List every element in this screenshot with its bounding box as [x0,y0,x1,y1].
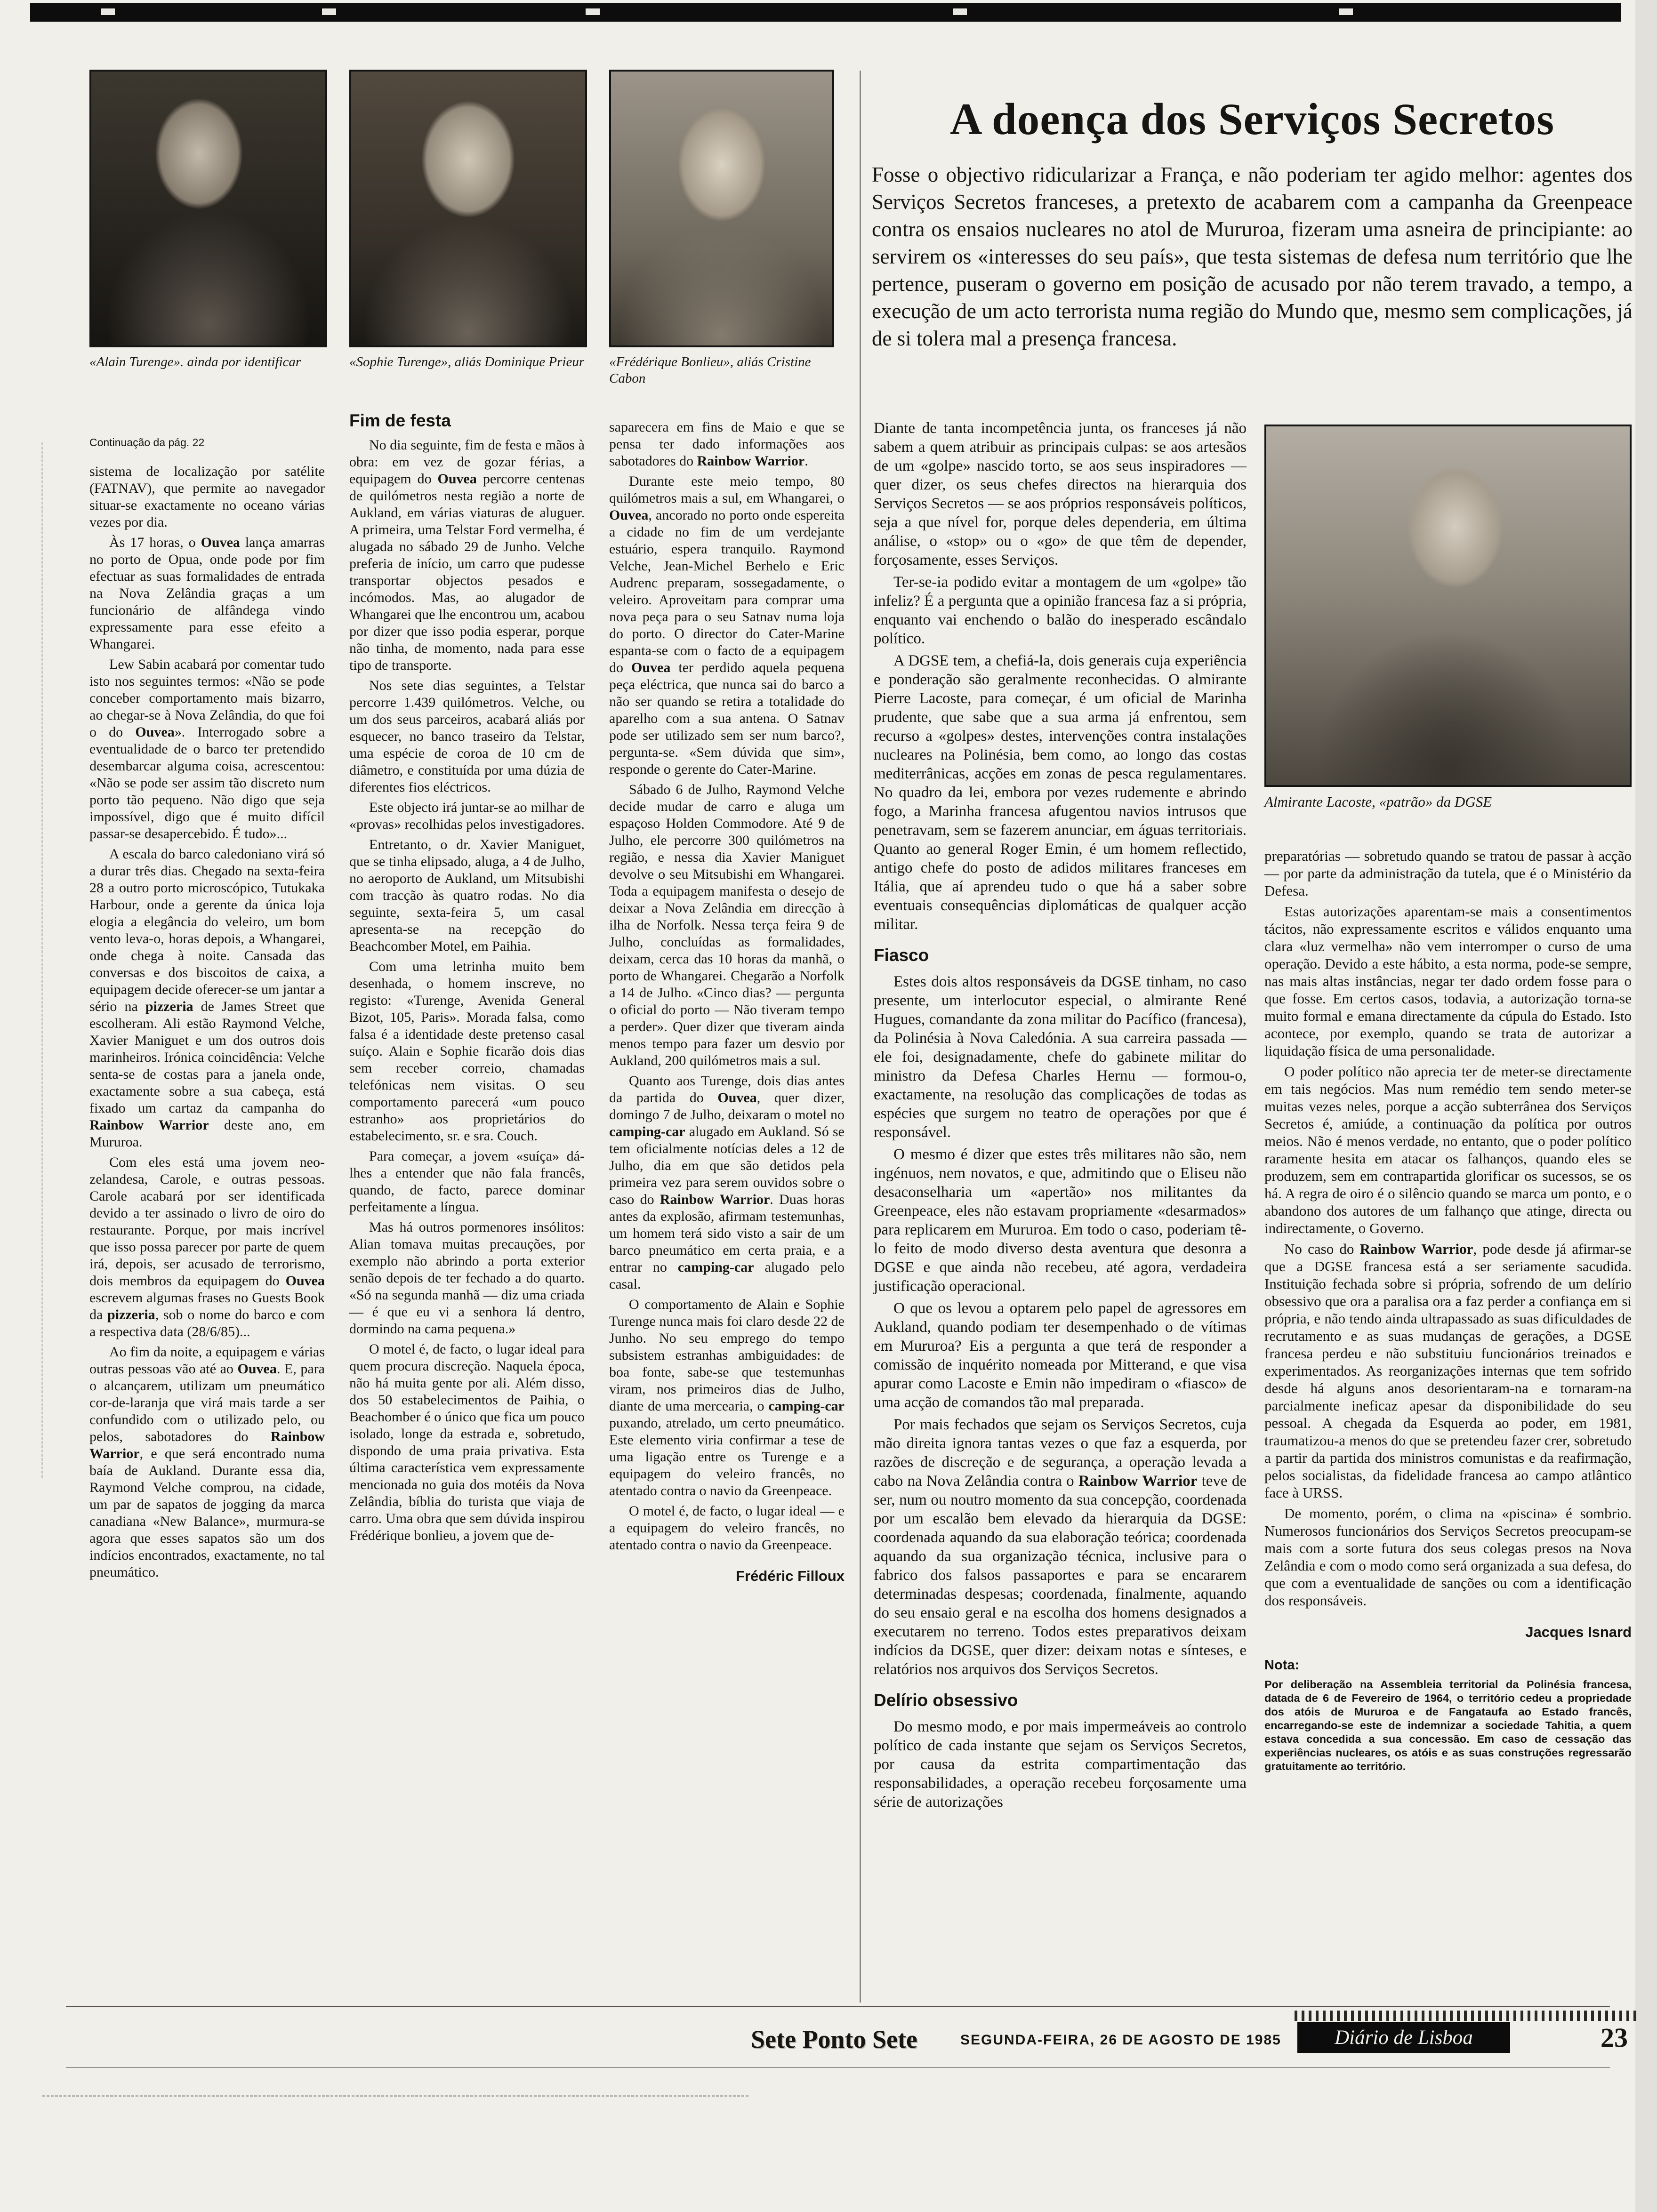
footer-rule-bottom [66,2067,1610,2068]
photo-caption-bonlieu: «Frédérique Bonlieu», aliás Cristine Cabon [609,354,811,386]
paragraph: De momento, porém, o clima na «piscina» é sombrio. Numerosos funcionários dos Serviços Secretos preocupam-se mais com a sorte futura dos seus colegas presos na Nova Zelândia e com o modo como será organizada a sua defesa, do que com a eventualidade de sanções ou com a identificação dos responsáveis. [1264,1505,1632,1609]
photo-alain-turenge [89,70,327,347]
newspaper-name: Diário de Lisboa [1297,2022,1510,2053]
print-registration-marks [1295,2011,1638,2021]
paragraph: Às 17 horas, o Ouvea lança amarras no porto de Opua, onde pode por fim efectuar as suas formalidades de entrada na Nova Zelândia graças a um funcionário de alfândega vindo expressamente para esse efeito a Whangarei. [89,535,325,652]
footer-rule-top [66,2006,1610,2007]
footer-date: SEGUNDA-FEIRA, 26 DE AGOSTO DE 1985 [960,2032,1281,2048]
byline-frederic-filloux: Frédéric Filloux [736,1568,845,1584]
paragraph: O motel é, de facto, o lugar ideal para quem procura discreção. Naquela época, não há muita gente por ali. Além disso, dos 50 estabelecimentos de Paihia, o Beachomber é o único que fica um pouco isolado, longe da estrada e, sobretudo, dispondo de uma praia privativa. Esta última característica vem expressamente mencionada no guia dos motéis da Nova Zelândia, bíblia do turista que viaja de carro. Uma obra que sem dúvida inspirou Frédérique bonlieu, a jovem que de- [349,1341,585,1543]
paragraph: O motel é, de facto, o lugar ideal — e a equipagem do veleiro francês, no atentado contra o navio da Greenpeace. [609,1503,845,1553]
paragraph: Durante este meio tempo, 80 quilómetros mais a sul, em Whangarei, o Ouvea, ancorado no porto onde espereita a cidade no fim de um verdejante estuário, espera tranquilo. Raymond Velche, Jean-Michel Berhelo e Eric Audrenc preparam, sossegadamente, o veleiro. Aproveitam para comprar uma nova peça para o seu Satnav numa loja do porto. O director do Cater-Marine espanta-se com o facto de a equipagem do Ouvea ter perdido aquela pequena peça eléctrica, que nunca sai do barco a não ser quando se retira a totalidade do aparelho com a sua antena. O Satnav pode ser utilizado sem ser num barco?, pergunta-se. «Sem dúvida que sim», responde o gerente do Cater-Marine. [609,473,845,777]
scan-edge-strip [1635,0,1657,2212]
paragraph: Por mais fechados que sejam os Serviços Secretos, cuja mão direita ignora tantas vezes o que faz a esquerda, por razões de discreção e de segurança, a operação levada a cabo na Nova Zelândia contra o Rainbow Warrior teve de ser, num ou noutro momento da sua concepção, coordenada por um escalão bem elevado da hierarquia da DGSE: coordenada aquando da sua elaboração teórica; coordenada aquando da sua organização técnica, inclusive para o fabrico dos falsos passaportes e para se encararem determinadas despesas; coordenada, finalmente, aquando do seu ensaio geral e na escolha dos homens designados a executarem no terreno. Todos estes preparativos deixam indícios da DGSE, quer dizer: deixam notas e sínteses, e relatórios nos arquivos dos Serviços Secretos. [874,1416,1247,1678]
note-text: Por deliberação na Assembleia territorial da Polinésia francesa, datada de 6 de Fevereiro de 1964, o território cedeu a propriedade dos atóis de Mururoa e de Fangataufa ao Estado francês, encarregando-se este de indemnizar a sociedade Tahitia, a quem estava concedida a sua concessão. Em caso de cessação das experiências nucleares, os atóis e as suas construções regressarão gratuitamente ao território. [1264,1678,1632,1772]
note-label: Nota: [1264,1658,1300,1673]
page-footer [0,2022,1657,2061]
article-lead: Fosse o objectivo ridicularizar a França, e não poderiam ter agido melhor: agentes dos Serviços Secretos franceses, a pretexto de acabarem com a campanha da Greenpeace contra os ensaios nucleares no atol de Mururoa, fizeram uma asneira de principiante: ao servirem os «interesses do seu país», que testa sistemas de defesa num território que lhe pertence, puseram o governo em posição de acusado por não terem travado, a tempo, a execução de um acto terrorista numa região do Mundo que, mesmo sem complicações, já de si tolera mal a presença francesa. [872,163,1633,350]
photo-caption-sophie: «Sophie Turenge», aliás Dominique Prieur [349,354,585,369]
column-paragraphs [874,419,1247,934]
column-paragraphs [1264,847,1632,1609]
paragraph: Do mesmo modo, e por mais impermeáveis ao controlo político de cada instante que sejam os Serviços Secretos, por causa da estrita compartimentação das responsabilidades, a operação recebeu forçosamente uma série de autorizações [874,1718,1247,1811]
paragraph: Mas há outros pormenores insólitos: Alian tomava muitas precauções, por exemplo não abrindo a porta exterior senão depois de ter fechado a do quarto. «Só na segunda manhã — diz uma criada — é que eu vi a senhora lá dentro, dormindo na cama pequena.» [349,1219,585,1337]
paragraph: Sábado 6 de Julho, Raymond Velche decide mudar de carro e aluga um espaçoso Holden Commodore. Até 9 de Julho, ele percorre 300 quilómetros na região, e nessa dia Xavier Maniguet devolve o seu Mitsubishi em Whangarei. Toda a equipagem manifesta o desejo de deixar a Nova Zelândia em direcção à ilha de Norfolk. Nessa terça feira 9 de Julho, concluídas as formalidades, deixam, cerca das 10 horas da manhã, o porto de Whangarei. Chegarão a Norfolk a 14 de Julho. «Cinco dias? — pergunta o oficial do porto — Não tiveram tempo a perder». Quer dizer que tiveram ainda menos tempo para fazer um desvio por Aukland, 200 quilómetros mais a sul. [609,782,845,1068]
section-heading-delirio-obsessivo: Delírio obsessivo [874,1691,1018,1710]
paragraph: Este objecto irá juntar-se ao milhar de «provas» recolhidas pelos investigadores. [349,800,585,832]
paragraph: O que os levou a optarem pelo papel de agressores em Aukland, quando podiam ter desempenhado o de vítimas em Mururoa? Eis a pergunta a que terá de responder a comissão de inquérito nomeada por Mitterand, e que visa apurar como Lacoste e Emin não impediram o «fiasco» de uma acção de comandos tão mal preparada. [874,1300,1247,1411]
column-paragraphs [874,972,1247,1679]
paragraph: Estes dois altos responsáveis da DGSE tinham, no caso presente, um interlocutor especial, o almirante René Hugues, comandante da zona militar do Pacífico (francesa), da Polinésia à Nova Caledónia. A sua carreira passada — ele foi, designadamente, chefe do gabinete militar do ministro da Defesa Charles Hernu — formou-o, exactamente, na resolução das complicações de todas as espécies que surgem no teatro de operações por que é responsável. [874,973,1247,1141]
column-divider [860,71,861,2003]
photo-caption-lacoste: Almirante Lacoste, «patrão» da DGSE [1264,793,1492,810]
column-paragraphs [349,437,585,1544]
paragraph: O mesmo é dizer que estes três militares não são, nem ingénuos, nem novatos, e que, admitindo que o Eliseu não desaconselharia um «apertão» nos militantes da Greenpeace, eles não estavam propriamente «desarmados» para replicarem em Mururoa. Em todo o caso, poderiam tê-lo feito de modo diverso desta aventura que desonra a DGSE e que ainda não recebeu, até agora, verdadeira justificação operacional. [874,1146,1247,1295]
paragraph: preparatórias — sobretudo quando se tratou de passar à acção — por parte da administração da tutela, que é o Ministério da Defesa. [1264,848,1632,899]
paragraph: saparecera em fins de Maio e que se pensa ter dado informações aos sabotadores do Rainbow Warrior. [609,419,845,469]
photo-figure-lacoste [1264,425,1632,810]
paragraph: Quanto aos Turenge, dois dias antes da partida do Ouvea, quer dizer, domingo 7 de Julho, deixaram o motel no camping-car alugado em Aukland. Só se tem oficialmente notícias deles a 12 de Julho, dia em que são detidos pela primeira vez para serem ouvidos sobre o caso do Rainbow Warrior. Duas horas antes da explosão, afirmam testemunhas, um homem terá sido visto a sair de um barco pneumático em certa praia, e a entrar no camping-car alugado pelo casal. [609,1073,845,1292]
paragraph: Com eles está uma jovem neo-zelandesa, Carole, e outras pessoas. Carole acabará por ser identificada devido a ter assinado o livro de oiro do restaurante. Porque, por mais incrível que isso possa parecer por parte de quem irá, depois, ser acusado de terrorismo, dois membros da equipagem do Ouvea escrevem algumas frases no Guests Book da pizzeria, sob o nome do barco e com a respectiva data (28/6/85)... [89,1154,325,1339]
paragraph: No caso do Rainbow Warrior, pode desde já afirmar-se que a DGSE francesa está a ser seriamente sacudida. Instituição fechada sobre si própria, sofrendo de um delírio obsessivo que ora a paralisa ora a faz perder a confiança em si própria, e não tendo ainda ultrapassado as suas dificuldades de recrutamento e as suas mudanças de gerações, a DGSE francesa perdeu e não substituiu funcionários treinados e experimentados. As reorganizações internas que tem sofrido desde há alguns anos desorientaram-na e tornaram-na parcialmente ineficaz apesar da disponibilidade do seu pessoal. A chegada da Esquerda ao poder, em 1981, traumatizou-a menos do que se pretendeu fazer crer, sobretudo a partir da partida dos ministros comunistas e da reafirmação, pelos socialistas, da fidelidade francesa ao campo atlântico face à URSS. [1264,1241,1632,1501]
paragraph: Ter-se-ia podido evitar a montagem de um «golpe» tão infeliz? É a pergunta que a opinião francesa faz a si própria, enquanto vai enchendo o balão do inesperado escândalo político. [874,574,1247,647]
supplement-title: Sete Ponto Sete [751,2025,917,2053]
continued-article-column-2 [349,412,585,1547]
paragraph: Diante de tanta incompetência junta, os franceses já não sabem a quem atribuir as principais culpas: se aos artesãos de um «golpe» nascido torto, se aos seus inspiradores — quer dizer, os seus chefes directos na hierarquia dos Serviços Secretos — se aos próprios responsáveis políticos, seja a que nível for, porque deles dependeria, em última análise, o «stop» ou o «go» de que têm de depender, forçosamente, esses Serviços. [874,420,1247,569]
paragraph: O comportamento de Alain e Sophie Turenge nunca mais foi claro desde 22 de Junho. No seu emprego do tempo subsistem estranhas ambiguidades: de boa fonte, sabe-se que testemunhas viram, nos primeiros dias de Julho, diante de uma mercearia, o camping-car puxando, atrelado, um certo pneumático. Este elemento viria confirmar a tese de uma ligação entre os Turenge e a equipagem do veleiro francês, no atentado contra o navio da Greenpeace. [609,1297,845,1499]
main-article-column-right [1264,847,1632,1773]
scan-artifact [41,442,43,1478]
byline-jacques-isnard: Jacques Isnard [1525,1624,1632,1640]
paragraph: O poder político não aprecia ter de meter-se directamente em tais negócios. Mas num remédio tem sendo meter-se muitas vezes neles, porque a acção subterrânea dos Serviços Secretos é, amiúde, a continuação da política por outros meios. Não é menos verdade, no entanto, que o poder político raramente hesita em atacar os falhanços, quando eles se produzem, sem em contrapartida glorificar os sucessos, se os há. A regra de oiro é o silêncio quando se marca um ponto, e o abandono dos autores de um falhanço que atinge, directa ou indirectamente, o Governo. [1264,1063,1632,1236]
registration-mark [101,8,115,15]
photo-frederique-bonlieu [609,70,834,347]
photo-almirante-lacoste [1264,425,1632,787]
column-paragraphs [874,1717,1247,1811]
photo-caption-alain: «Alain Turenge». ainda por identificar [89,354,301,369]
section-heading-fiasco: Fiasco [874,946,929,965]
column-paragraphs [609,419,845,1554]
paragraph: Para começar, a jovem «suíça» dá-lhes a entender que não fala francês, quando, de facto, parece dominar perfeitamente a língua. [349,1148,585,1215]
registration-mark [586,8,600,15]
photo-figure-alain-turenge [89,70,327,370]
continued-article-column-3 [609,419,845,1585]
paragraph: Ao fim da noite, a equipagem e várias outras pessoas vão até ao Ouvea. E, para o alcançarem, utilizam um pneumático cor-de-laranja que virá mais tarde a ser confundido com o utilizado pelo, ou pelos, sabotadores do Rainbow Warrior, e que será encontrado numa baía de Aukland. Durante essa dia, Raymond Velche comprou, na cidade, um par de sapatos de jogging da marca canadiana «New Balance», murmura-se agora que esses sapatos são um dos indícios encontrados, exactamente, no tal pneumático. [89,1344,325,1580]
paragraph: Estas autorizações aparentam-se mais a consentimentos tácitos, não expressamente escritos e válidos enquanto uma clara «luz vermelha» não vem interromper o curso de uma operação. Devido a este hábito, a esta norma, pode-se sempre, nas mais altas instâncias, negar ter dado ordem fosse para o que fosse. Em certos casos, todavia, a autorização torna-se muito formal e emana directamente da cúpula do Estado. Isto acontece, por exemplo, quando se trata de autorizar a liquidação física de uma personalidade. [1264,903,1632,1059]
column-paragraphs [89,463,325,1581]
paragraph: sistema de localização por satélite (FATNAV), que permite ao navegador situar-se exactamente no oceano várias vezes por dia. [89,464,325,530]
article-headline: A doença dos Serviços Secretos [949,94,1555,144]
registration-mark [1339,8,1353,15]
continuation-label: Continuação da pág. 22 [89,436,205,449]
paragraph: No dia seguinte, fim de festa e mãos à obra: em vez de gozar férias, a equipagem do Ouvea percorre centenas de quilómetros nesta região a norte de Aukland, em várias viaturas de aluguer. A primeira, uma Telstar Ford vermelha, é alugada no sábado 29 de Junho. Velche preferia de início, um carro que pudesse transportar objectos pesados e incómodos. Mas, ao alugador de Whangarei que lhe encontrou um, acabou por dizer que isso podia esperar, porque não tinha, de momento, nada para esse tipo de transporte. [349,437,585,673]
paragraph: Entretanto, o dr. Xavier Maniguet, que se tinha elipsado, aluga, a 4 de Julho, no aeroporto de Aukland, um Mitsubishi com tracção às quatro rodas. No dia seguinte, sexta-feira 5, um casal apresenta-se na recepção do Beachcomber Motel, em Paihia. [349,837,585,954]
photo-figure-frederique-bonlieu [609,70,834,387]
main-article-column-left [874,419,1247,1815]
paragraph: Lew Sabin acabará por comentar tudo isto nos seguintes termos: «Não se pode conceber comportamento mais bizarro, ao chegar-se à Nova Zelândia, do que foi o do Ouvea». Interrogado sobre a eventualidade de o barco ter pretendido desembarcar alguma coisa, acrescentou: «Não se pode ser assim tão discreto num porto tão pequeno. Não digo que seja impossível, digo que é muito difícil passar-se desapercebido. É tudo»... [89,657,325,842]
scan-top-bar [30,3,1621,22]
photo-sophie-turenge [349,70,587,347]
registration-mark [322,8,336,15]
paragraph: Nos sete dias seguintes, a Telstar percorre 1.439 quilómetros. Velche, ou um dos seus parceiros, acabará aliás por esquecer, no banco traseiro da Telstar, uma espécie de coroa de 10 cm de diâmetro, e constituída por uma dúzia de diferentes fios eléctricos. [349,678,585,795]
paragraph: Com uma letrinha muito bem desenhada, o homem inscreve, no registo: «Turenge, Avenida General Bizot, 105, Paris». Morada falsa, como falsa é a identidade deste pretenso casal suíço. Alain e Sophie ficarão dois dias sem receber correio, chamadas telefónicas nem visitas. O seu comportamento parecerá «um pouco estranho» aos proprietários do estabelecimento, sr. e sra. Couch. [349,959,585,1144]
registration-mark [953,8,967,15]
photo-figure-sophie-turenge [349,70,587,370]
paragraph: A DGSE tem, a chefiá-la, dois generais cuja experiência e ponderação são geralmente reconhecidas. O almirante Pierre Lacoste, para começar, é um oficial de Marinha prudente, que sabe que a sua arma já enfrentou, sem recurso a «golpes» destes, intervenções contra instalações nucleares na Polinésia, bem como, ao longo das costas mediterrânicas, acções em zonas de pesca regulamentares. No quadro da lei, embora por vezes rudemente e abrindo fogo, a Marinha francesa afugentou navios intrusos que penetravam, sem se fazerem anunciar, em águas territoriais. Quanto ao general Roger Emin, é um homem reflectido, antigo chefe do posto de adidos militares franceses em Itália, que aí aprendeu tudo o que há a saber sobre eventuais consequências diplomáticas de qualquer acção militar. [874,652,1247,933]
page-number: 23 [1601,2022,1628,2053]
section-heading-fim-de-festa: Fim de festa [349,411,451,430]
continued-article-column-1 [89,434,325,1584]
scan-artifact [42,2095,748,2097]
paragraph: A escala do barco caledoniano virá só a durar três dias. Chegado na sexta-feira 28 a outro porto microscópico, Tutukaka Harbour, onde a gerente da única loja elogia a elegância do veleiro, um bom vento leva-o, horas depois, a Whangarei, onde chega à noite. Cansada das conversas e dos biscoitos de caixa, a equipagem decide oferecer-se um jantar a sério na pizzeria de James Street que escolheram. Ali estão Raymond Velche, Xavier Maniguet e um dos outros dois marinheiros. Irónica coincidência: Velche senta-se de costas para a janela onde, exactamente sobre a sua cabeça, está fixado um cartaz da campanha do Rainbow Warrior deste ano, em Mururoa. [89,846,325,1150]
